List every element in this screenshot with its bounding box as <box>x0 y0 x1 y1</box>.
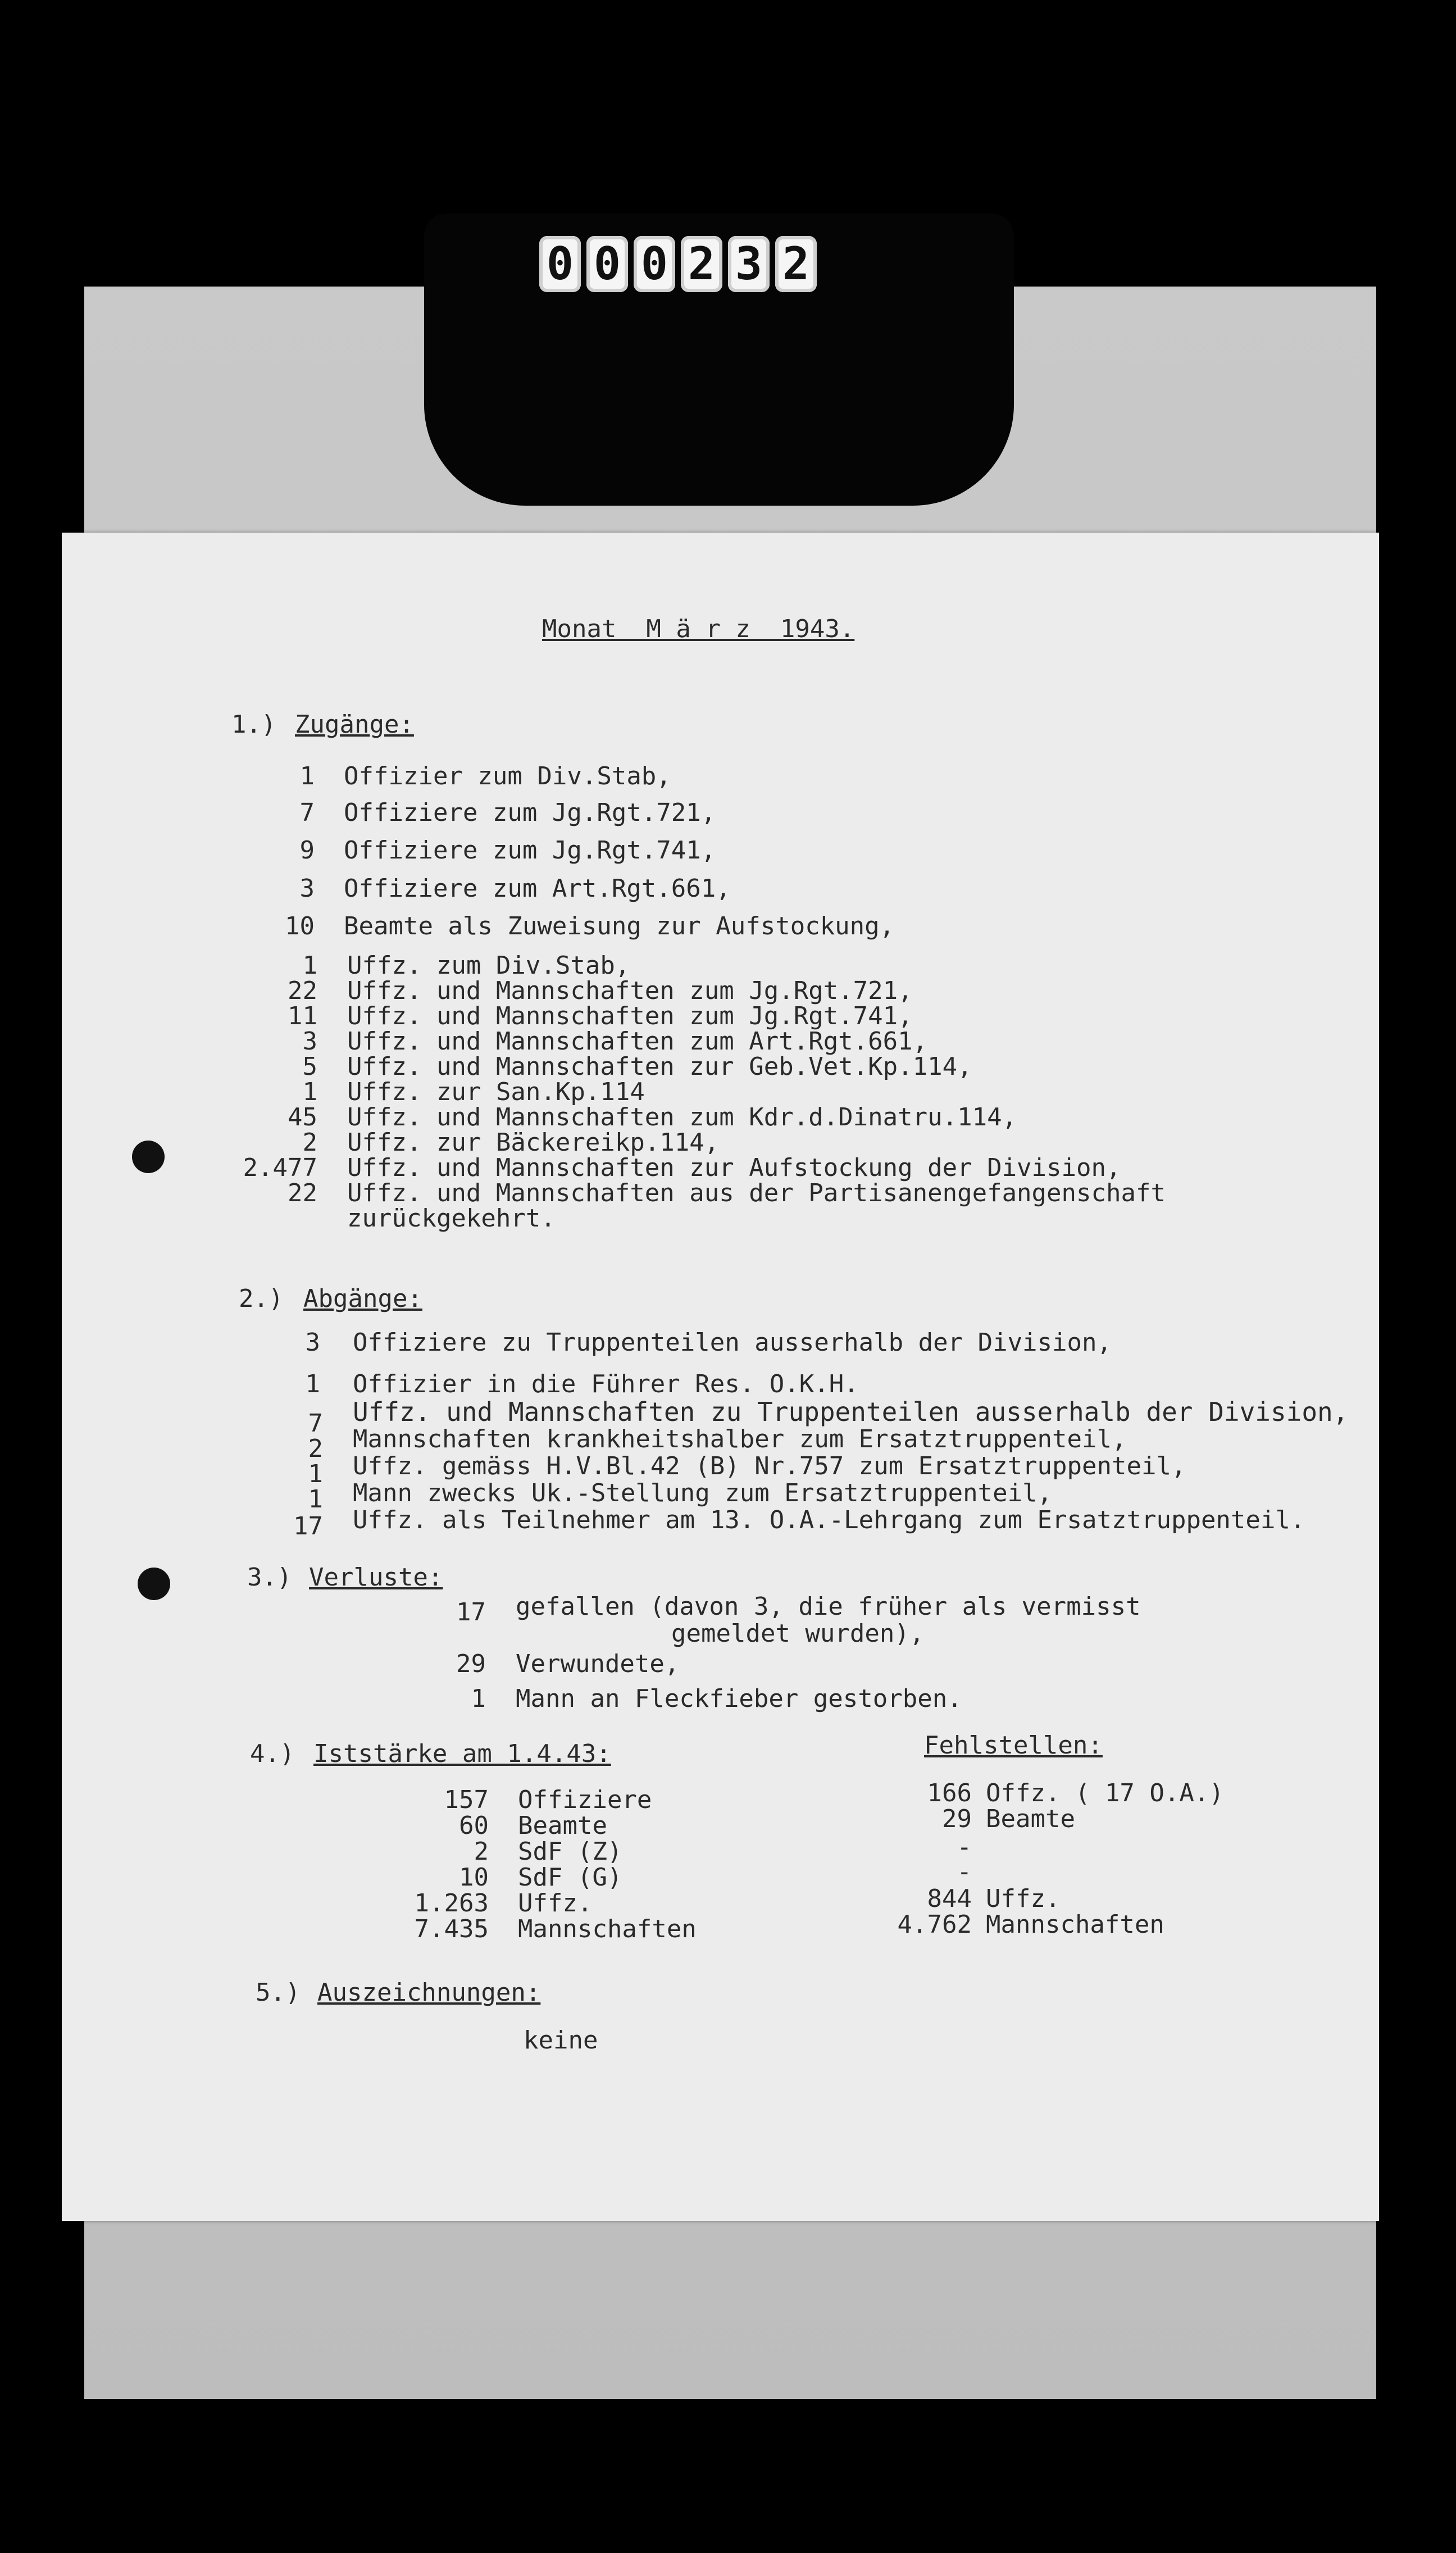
entry-number: 2 <box>308 1434 323 1463</box>
entry-text: Uffz. zur San.Kp.114 <box>347 1078 645 1106</box>
shortfall-number: 29 <box>942 1805 972 1833</box>
shortfall-number: - <box>957 1833 972 1861</box>
entry-text: Uffz. als Teilnehmer am 13. O.A.-Lehrgang zum Ersatztruppenteil. <box>353 1506 1305 1534</box>
section-number: 2.) <box>239 1284 284 1313</box>
entry-text: gemeldet wurden), <box>671 1619 925 1648</box>
entry-number: 5 <box>302 1052 317 1081</box>
entry-text: Offizier zum Div.Stab, <box>344 762 671 791</box>
entry-number: 3 <box>302 1027 317 1056</box>
entry-text: Uffz. und Mannschaften aus der Partisanengefangenschaft <box>347 1179 1166 1207</box>
entry-text: Offiziere zum Art.Rgt.661, <box>344 874 731 903</box>
section-heading-iststaerke: Iststärke am 1.4.43: <box>313 1739 611 1768</box>
entry-text: Beamte als Zuweisung zur Aufstockung, <box>344 912 895 941</box>
strength-number: 2 <box>474 1837 489 1866</box>
section-heading-fehlstellen: Fehlstellen: <box>924 1731 1103 1760</box>
entry-number: 1 <box>308 1485 323 1514</box>
section-number: 3.) <box>247 1563 292 1592</box>
entry-text: Mann zwecks Uk.-Stellung zum Ersatztruppenteil, <box>353 1479 1053 1507</box>
entry-text: Mann an Fleckfieber gestorben. <box>516 1684 962 1713</box>
entry-text: Offiziere zu Truppenteilen ausserhalb der Division, <box>353 1328 1112 1357</box>
entry-text: Offizier in die Führer Res. O.K.H. <box>353 1370 859 1398</box>
entry-number: 1 <box>302 951 317 980</box>
strength-label: Uffz. <box>518 1889 593 1918</box>
stamp-digit: 2 <box>775 236 817 292</box>
strength-number: 1.263 <box>414 1889 489 1918</box>
section-number: 5.) <box>256 1978 301 2007</box>
entry-text: Offiziere zum Jg.Rgt.721, <box>344 798 716 827</box>
strength-number: 7.435 <box>414 1915 489 1943</box>
entry-number: 17 <box>293 1512 323 1541</box>
entry-number: 2 <box>302 1128 317 1157</box>
section-heading-abgaenge: Abgänge: <box>303 1284 422 1313</box>
shortfall-number: 166 <box>927 1779 972 1807</box>
section-heading-auszeichnungen: Auszeichnungen: <box>317 1978 541 2007</box>
entry-text: Offiziere zum Jg.Rgt.741, <box>344 836 716 865</box>
entry-text: Verwundete, <box>516 1650 680 1678</box>
entry-number: 1 <box>308 1460 323 1488</box>
strength-number: 60 <box>459 1811 489 1840</box>
strength-label: Mannschaften <box>518 1915 697 1943</box>
entry-number: 1 <box>471 1684 486 1713</box>
entry-number: 1 <box>302 1078 317 1106</box>
entry-number: 1 <box>305 1370 320 1398</box>
strength-label: Beamte <box>518 1811 607 1840</box>
shortfall-label: Offz. ( 17 O.A.) <box>986 1779 1224 1807</box>
section-number: 4.) <box>250 1739 295 1768</box>
entry-number: 9 <box>299 836 315 865</box>
entry-text: Uffz. und Mannschaften zur Aufstockung der Division, <box>347 1153 1121 1182</box>
shortfall-label: Beamte <box>986 1805 1075 1833</box>
shortfall-label: Uffz. <box>986 1884 1061 1913</box>
shortfall-number: - <box>957 1857 972 1886</box>
entry-number: 11 <box>288 1002 317 1030</box>
entry-number: 22 <box>288 1179 317 1207</box>
stamp-digit: 2 <box>681 236 722 292</box>
shortfall-number: 844 <box>927 1884 972 1913</box>
entry-text: Uffz. und Mannschaften zu Truppenteilen ausserhalb der Division, <box>353 1397 1349 1427</box>
entry-text: Mannschaften krankheitshalber zum Ersatztruppenteil, <box>353 1425 1127 1453</box>
entry-number: 10 <box>285 912 315 941</box>
stamp-digit: 3 <box>728 236 770 292</box>
stamp-digit: 0 <box>634 236 675 292</box>
entry-text: zurückgekehrt. <box>347 1204 556 1233</box>
section-heading-zugaenge: Zugänge: <box>295 710 414 739</box>
entry-number: 29 <box>456 1650 486 1678</box>
entry-text: Uffz. zur Bäckereikp.114, <box>347 1128 720 1157</box>
strength-number: 10 <box>459 1863 489 1892</box>
strength-label: Offiziere <box>518 1786 652 1814</box>
entry-number: 1 <box>299 762 315 791</box>
strength-number: 157 <box>444 1786 489 1814</box>
awards-value: keine <box>524 2026 598 2055</box>
entry-text: Uffz. gemäss H.V.Bl.42 (B) Nr.757 zum Ersatztruppenteil, <box>353 1452 1186 1480</box>
entry-text: Uffz. und Mannschaften zum Jg.Rgt.721, <box>347 976 913 1005</box>
entry-text: Uffz. und Mannschaften zur Geb.Vet.Kp.114, <box>347 1052 972 1081</box>
entry-number: 7 <box>308 1409 323 1438</box>
strength-label: SdF (G) <box>518 1863 622 1892</box>
entry-number: 2.477 <box>243 1153 317 1182</box>
stamp-digit: 0 <box>586 236 628 292</box>
strength-label: SdF (Z) <box>518 1837 622 1866</box>
entry-text: Uffz. und Mannschaften zum Kdr.d.Dinatru.114, <box>347 1103 1017 1132</box>
entry-text: Uffz. und Mannschaften zum Jg.Rgt.741, <box>347 1002 913 1030</box>
entry-number: 22 <box>288 976 317 1005</box>
entry-number: 3 <box>299 874 315 903</box>
section-number: 1.) <box>231 710 276 739</box>
entry-text: Uffz. und Mannschaften zum Art.Rgt.661, <box>347 1027 928 1056</box>
entry-text: gefallen (davon 3, die früher als vermisst <box>516 1592 1141 1621</box>
section-heading-verluste: Verluste: <box>309 1563 443 1592</box>
entry-number: 45 <box>288 1103 317 1132</box>
shortfall-number: 4.762 <box>897 1910 972 1939</box>
entry-number: 17 <box>456 1598 486 1627</box>
entry-text: Uffz. zum Div.Stab, <box>347 951 630 980</box>
shortfall-label: Mannschaften <box>986 1910 1164 1939</box>
document-title: Monat M ä r z 1943. <box>542 615 855 643</box>
stamp-digit: 0 <box>539 236 581 292</box>
entry-number: 7 <box>299 798 315 827</box>
entry-number: 3 <box>305 1328 320 1357</box>
